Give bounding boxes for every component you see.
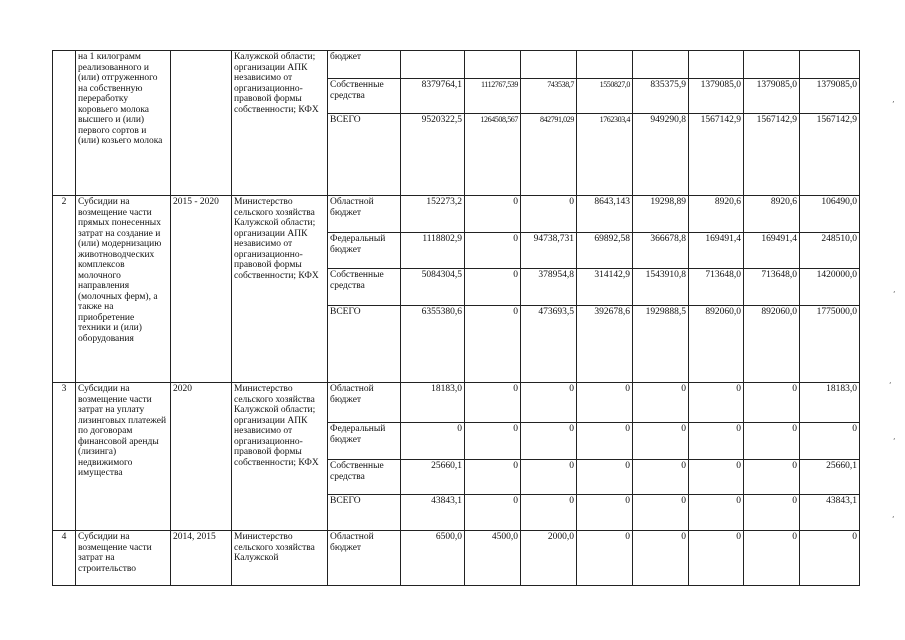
measure-name: Субсидии на возмещение части затрат на уплату лизинговых платежей по договорам финансовой аренды (лизинга) недвижимого имущества <box>76 383 171 531</box>
margin-mark: , <box>893 432 896 441</box>
amount-cell: 1929888,5 <box>633 306 689 383</box>
amount-cell: 1762303,4 <box>577 114 633 196</box>
funding-source: бюджет <box>328 51 401 79</box>
table-row <box>53 196 860 233</box>
amount-cell <box>744 51 800 79</box>
amount-cell: 366678,8 <box>633 233 689 269</box>
amount-cell: 248510,0 <box>800 233 860 269</box>
amount-cell: 0 <box>689 423 744 460</box>
implementation-period: 2015 - 2020 <box>171 196 232 383</box>
row-number: 2 <box>53 196 76 383</box>
table-row <box>53 51 860 79</box>
amount-cell: 0 <box>744 495 800 531</box>
amount-cell: 0 <box>800 423 860 460</box>
amount-cell: 842791,029 <box>521 114 577 196</box>
funding-source: ВСЕГО <box>328 495 401 531</box>
amount-cell: 25660,1 <box>800 460 860 495</box>
margin-mark: , <box>889 376 892 385</box>
responsible-executor: Министерство сельского хозяйства Калужской области; организации АПК независимо от организационно-правовой формы собственности; КФХ <box>232 383 328 531</box>
amount-cell: 892060,0 <box>689 306 744 383</box>
amount-cell: 1543910,8 <box>633 269 689 306</box>
amount-cell: 0 <box>465 233 521 269</box>
responsible-executor: Министерство сельского хозяйства Калужской <box>232 531 328 586</box>
amount-cell: 1379085,0 <box>689 79 744 114</box>
amount-cell: 1379085,0 <box>800 79 860 114</box>
amount-cell: 0 <box>465 196 521 233</box>
amount-cell: 892060,0 <box>744 306 800 383</box>
amount-cell: 18183,0 <box>800 383 860 423</box>
funding-table <box>52 50 860 586</box>
amount-cell: 0 <box>465 269 521 306</box>
amount-cell: 0 <box>744 423 800 460</box>
amount-cell: 949290,8 <box>633 114 689 196</box>
funding-source: Областной бюджет <box>328 196 401 233</box>
amount-cell: 5084304,5 <box>401 269 465 306</box>
amount-cell: 0 <box>577 460 633 495</box>
amount-cell: 314142,9 <box>577 269 633 306</box>
amount-cell: 0 <box>633 495 689 531</box>
amount-cell: 0 <box>577 495 633 531</box>
amount-cell <box>521 51 577 79</box>
amount-cell: 0 <box>744 531 800 586</box>
amount-cell: 0 <box>465 495 521 531</box>
funding-source: Собственные средства <box>328 79 401 114</box>
amount-cell: 713648,0 <box>744 269 800 306</box>
amount-cell: 0 <box>401 423 465 460</box>
responsible-executor: Министерство сельского хозяйства Калужской области; организации АПК независимо от организационно-правовой формы собственности; КФХ <box>232 196 328 383</box>
row-number <box>53 51 76 196</box>
implementation-period: 2014, 2015 <box>171 531 232 586</box>
amount-cell: 1775000,0 <box>800 306 860 383</box>
amount-cell: 0 <box>633 423 689 460</box>
funding-source: ВСЕГО <box>328 306 401 383</box>
table-row <box>53 531 860 586</box>
amount-cell <box>465 51 521 79</box>
amount-cell: 43843,1 <box>401 495 465 531</box>
amount-cell: 0 <box>465 383 521 423</box>
amount-cell: 0 <box>465 423 521 460</box>
amount-cell: 0 <box>521 383 577 423</box>
measure-name: Субсидии на возмещение части прямых понесенных затрат на создание и (или) модернизацию животноводческих комплексов молочного направления (молочных ферм), а также на приобретение техники и (или) оборудования <box>76 196 171 383</box>
amount-cell: 18183,0 <box>401 383 465 423</box>
amount-cell: 169491,4 <box>744 233 800 269</box>
amount-cell: 0 <box>577 423 633 460</box>
amount-cell: 713648,0 <box>689 269 744 306</box>
implementation-period <box>171 51 232 196</box>
funding-source: Областной бюджет <box>328 383 401 423</box>
amount-cell: 0 <box>577 383 633 423</box>
amount-cell: 0 <box>689 495 744 531</box>
measure-name: Субсидии на возмещение части затрат на строительство <box>76 531 171 586</box>
funding-source: Областной бюджет <box>328 531 401 586</box>
amount-cell: 1567142,9 <box>744 114 800 196</box>
row-number: 4 <box>53 531 76 586</box>
funding-source: Собственные средства <box>328 460 401 495</box>
amount-cell: 19298,89 <box>633 196 689 233</box>
responsible-executor: Калужской области; организации АПК независимо от организационно-правовой формы собственности; КФХ <box>232 51 328 196</box>
measure-name: на 1 килограмм реализованного и (или) отгруженного на собственную переработку коровьего молока высшего и (или) первого сортов и (или) козьего молока <box>76 51 171 196</box>
margin-mark: ’ <box>892 100 895 109</box>
amount-cell: 8379764,1 <box>401 79 465 114</box>
amount-cell: 0 <box>744 383 800 423</box>
amount-cell: 0 <box>744 460 800 495</box>
amount-cell: 1264508,567 <box>465 114 521 196</box>
amount-cell: 1420000,0 <box>800 269 860 306</box>
amount-cell: 0 <box>633 383 689 423</box>
amount-cell: 6500,0 <box>401 531 465 586</box>
amount-cell: 152273,2 <box>401 196 465 233</box>
amount-cell: 743538,7 <box>521 79 577 114</box>
funding-source: ВСЕГО <box>328 114 401 196</box>
amount-cell: 0 <box>689 460 744 495</box>
funding-source: Федеральный бюджет <box>328 423 401 460</box>
amount-cell: 69892,58 <box>577 233 633 269</box>
amount-cell: 8920,6 <box>744 196 800 233</box>
amount-cell <box>577 51 633 79</box>
amount-cell: 1567142,9 <box>689 114 744 196</box>
amount-cell: 2000,0 <box>521 531 577 586</box>
amount-cell: 169491,4 <box>689 233 744 269</box>
amount-cell: 0 <box>800 531 860 586</box>
funding-source: Собственные средства <box>328 269 401 306</box>
amount-cell: 0 <box>521 460 577 495</box>
amount-cell: 378954,8 <box>521 269 577 306</box>
margin-mark: , <box>893 285 896 294</box>
amount-cell: 0 <box>689 531 744 586</box>
amount-cell: 1567142,9 <box>800 114 860 196</box>
amount-cell: 8643,143 <box>577 196 633 233</box>
amount-cell: 0 <box>465 306 521 383</box>
amount-cell: 43843,1 <box>800 495 860 531</box>
amount-cell: 6355380,6 <box>401 306 465 383</box>
amount-cell: 8920,6 <box>689 196 744 233</box>
amount-cell: 473693,5 <box>521 306 577 383</box>
amount-cell: 9520322,5 <box>401 114 465 196</box>
margin-mark: , <box>892 510 895 519</box>
amount-cell: 94738,731 <box>521 233 577 269</box>
amount-cell: 0 <box>521 423 577 460</box>
amount-cell <box>689 51 744 79</box>
amount-cell: 0 <box>633 531 689 586</box>
amount-cell <box>401 51 465 79</box>
amount-cell: 1550827,0 <box>577 79 633 114</box>
amount-cell: 25660,1 <box>401 460 465 495</box>
amount-cell: 1379085,0 <box>744 79 800 114</box>
amount-cell: 0 <box>689 383 744 423</box>
amount-cell: 0 <box>577 531 633 586</box>
amount-cell: 0 <box>633 460 689 495</box>
amount-cell: 0 <box>521 495 577 531</box>
amount-cell: 1118802,9 <box>401 233 465 269</box>
amount-cell: 835375,9 <box>633 79 689 114</box>
amount-cell: 1112767,539 <box>465 79 521 114</box>
amount-cell: 106490,0 <box>800 196 860 233</box>
amount-cell: 4500,0 <box>465 531 521 586</box>
amount-cell <box>800 51 860 79</box>
amount-cell: 0 <box>465 460 521 495</box>
row-number: 3 <box>53 383 76 531</box>
funding-source: Федеральный бюджет <box>328 233 401 269</box>
amount-cell <box>633 51 689 79</box>
amount-cell: 0 <box>521 196 577 233</box>
amount-cell: 392678,6 <box>577 306 633 383</box>
implementation-period: 2020 <box>171 383 232 531</box>
table-row <box>53 383 860 423</box>
